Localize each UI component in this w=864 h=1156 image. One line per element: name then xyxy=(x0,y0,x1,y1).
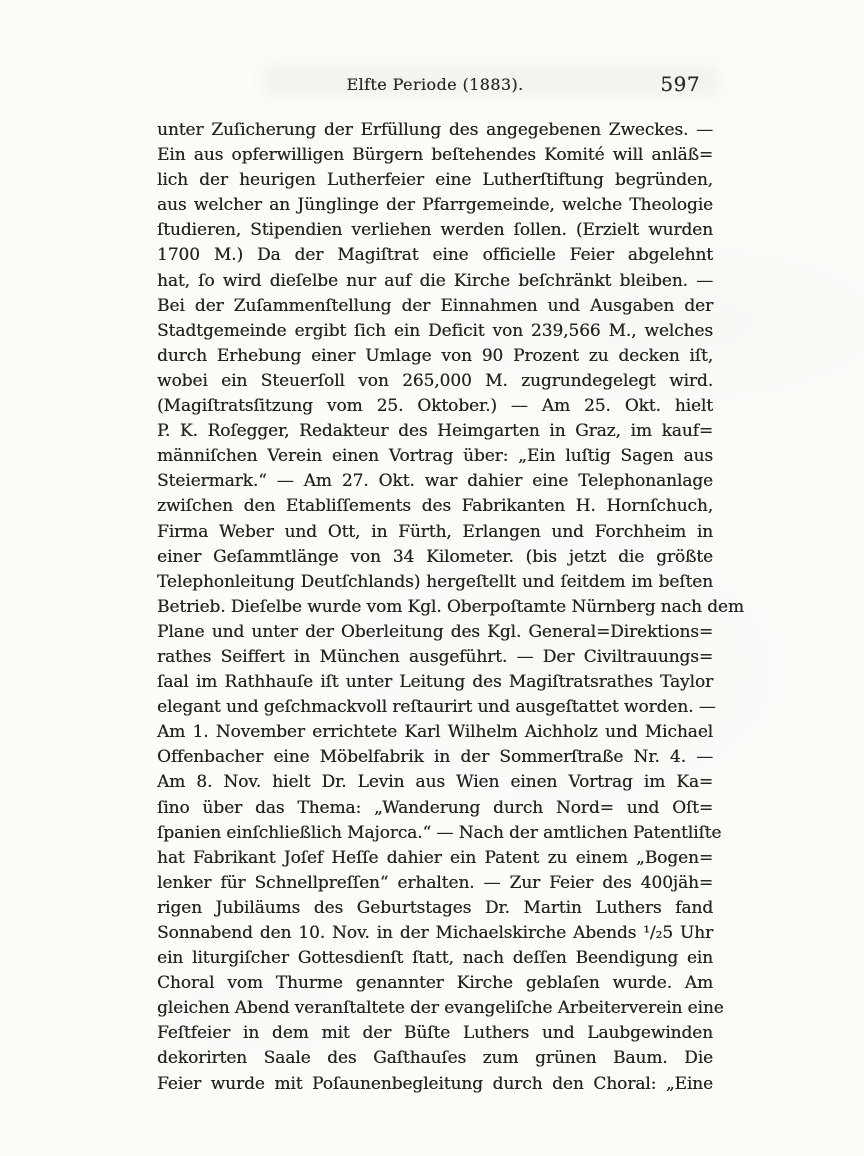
text-line: Plane und unter der Oberleitung des Kgl. General=Direktions= xyxy=(157,621,713,642)
text-line: Am 8. Nov. hielt Dr. Levin aus Wien einen Vortrag im Ka= xyxy=(157,772,713,793)
text-line: zwiſchen den Etabliſſements des Fabrikanten H. Hornſchuch, xyxy=(157,496,713,517)
text-line: einer Geſammtlänge von 34 Kilometer. (bis jetzt die größte xyxy=(157,546,713,567)
text-line: elegant und geſchmackvoll reſtaurirt und ausgeſtattet worden. — xyxy=(157,697,716,718)
text-line: hat Fabrikant Joſef Heſſe dahier ein Patent zu einem „Bogen= xyxy=(157,847,713,868)
text-line: ſino über das Thema: „Wanderung durch Nord= und Oſt= xyxy=(157,797,713,818)
text-line: lich der heurigen Lutherfeier eine Lutherſtiftung begründen, xyxy=(157,170,713,191)
text-line: rigen Jubiläums des Geburtstages Dr. Martin Luthers fand xyxy=(157,897,713,918)
text-line: Firma Weber und Ott, in Fürth, Erlangen und Forchheim in xyxy=(157,521,713,542)
text-line: Ein aus opferwilligen Bürgern beſtehendes Komité will anläß= xyxy=(157,145,713,166)
text-line: männiſchen Verein einen Vortrag über: „Ein luſtig Sagen aus xyxy=(157,446,713,467)
text-line: wobei ein Steuerſoll von 265,000 M. zugrundegelegt wird. xyxy=(157,370,713,391)
page-number: 597 xyxy=(660,72,700,96)
text-line: Stadtgemeinde ergibt ſich ein Deficit von 239,566 M., welches xyxy=(157,320,713,341)
text-line: Steiermark.“ — Am 27. Okt. war dahier eine Telephonanlage xyxy=(157,471,713,492)
body-text xyxy=(157,118,744,1097)
text-line: ſtudieren, Stipendien verliehen werden ſollen. (Erzielt wurden xyxy=(157,220,713,241)
text-line: rathes Seiffert in München ausgeführt. — Der Civiltrauungs= xyxy=(157,646,713,667)
text-line: 1700 M.) Da der Magiſtrat eine officielle Feier abgelehnt xyxy=(157,245,713,266)
text-line: P. K. Roſegger, Redakteur des Heimgarten in Graz, im kauf= xyxy=(157,421,713,442)
text-line: lenker für Schnellpreſſen“ erhalten. — Zur Feier des 400jäh= xyxy=(157,872,713,893)
text-line: Choral vom Thurme genannter Kirche geblaſen wurde. Am xyxy=(157,973,713,994)
text-line: Telephonleitung Deutſchlands) hergeſtellt und ſeitdem im beſten xyxy=(157,571,713,592)
page-header xyxy=(157,72,713,96)
text-line: dekorirten Saale des Gaſthauſes zum grünen Baum. Die xyxy=(157,1048,713,1069)
text-line: ſaal im Rathhauſe iſt unter Leitung des Magiſtratsrathes Taylor xyxy=(157,672,713,693)
text-line: unter Zuſicherung der Erfüllung des angegebenen Zweckes. — xyxy=(157,120,713,140)
text-line: Bei der Zuſammenſtellung der Einnahmen und Ausgaben der xyxy=(157,295,713,316)
text-line: ein liturgiſcher Gottesdienſt ſtatt, nach deſſen Beendigung ein xyxy=(157,948,713,969)
text-line: Feier wurde mit Poſaunenbegleitung durch den Choral: „Eine xyxy=(157,1073,713,1094)
text-line: Betrieb. Dieſelbe wurde vom Kgl. Oberpoſtamte Nürnberg nach dem xyxy=(157,596,744,617)
text-line: aus welcher an Jünglinge der Pfarrgemeinde, welche Theologie xyxy=(157,195,713,216)
text-line: durch Erhebung einer Umlage von 90 Prozent zu decken iſt, xyxy=(157,345,713,366)
text-line: ſpanien einſchließlich Majorca.“ — Nach der amtlichen Patentliſte xyxy=(157,822,722,843)
text-line: hat, ſo wird dieſelbe nur auf die Kirche beſchränkt bleiben. — xyxy=(157,270,713,291)
text-line: Sonnabend den 10. Nov. in der Michaelskirche Abends ¹/₂5 Uhr xyxy=(157,923,713,943)
text-line: gleichen Abend veranſtaltete der evangeliſche Arbeiterverein eine xyxy=(157,998,724,1019)
text-line: Offenbacher eine Möbelfabrik in der Sommerſtraße Nr. 4. — xyxy=(157,747,713,768)
text-line: Feſtfeier in dem mit der Büſte Luthers und Laubgewinden xyxy=(157,1023,713,1044)
text-line: Am 1. November errichtete Karl Wilhelm Aichholz und Michael xyxy=(157,722,713,743)
text-line: (Magiſtratsſitzung vom 25. Oktober.) — Am 25. Okt. hielt xyxy=(157,396,713,417)
running-title: Elfte Periode (1883). xyxy=(346,75,524,94)
